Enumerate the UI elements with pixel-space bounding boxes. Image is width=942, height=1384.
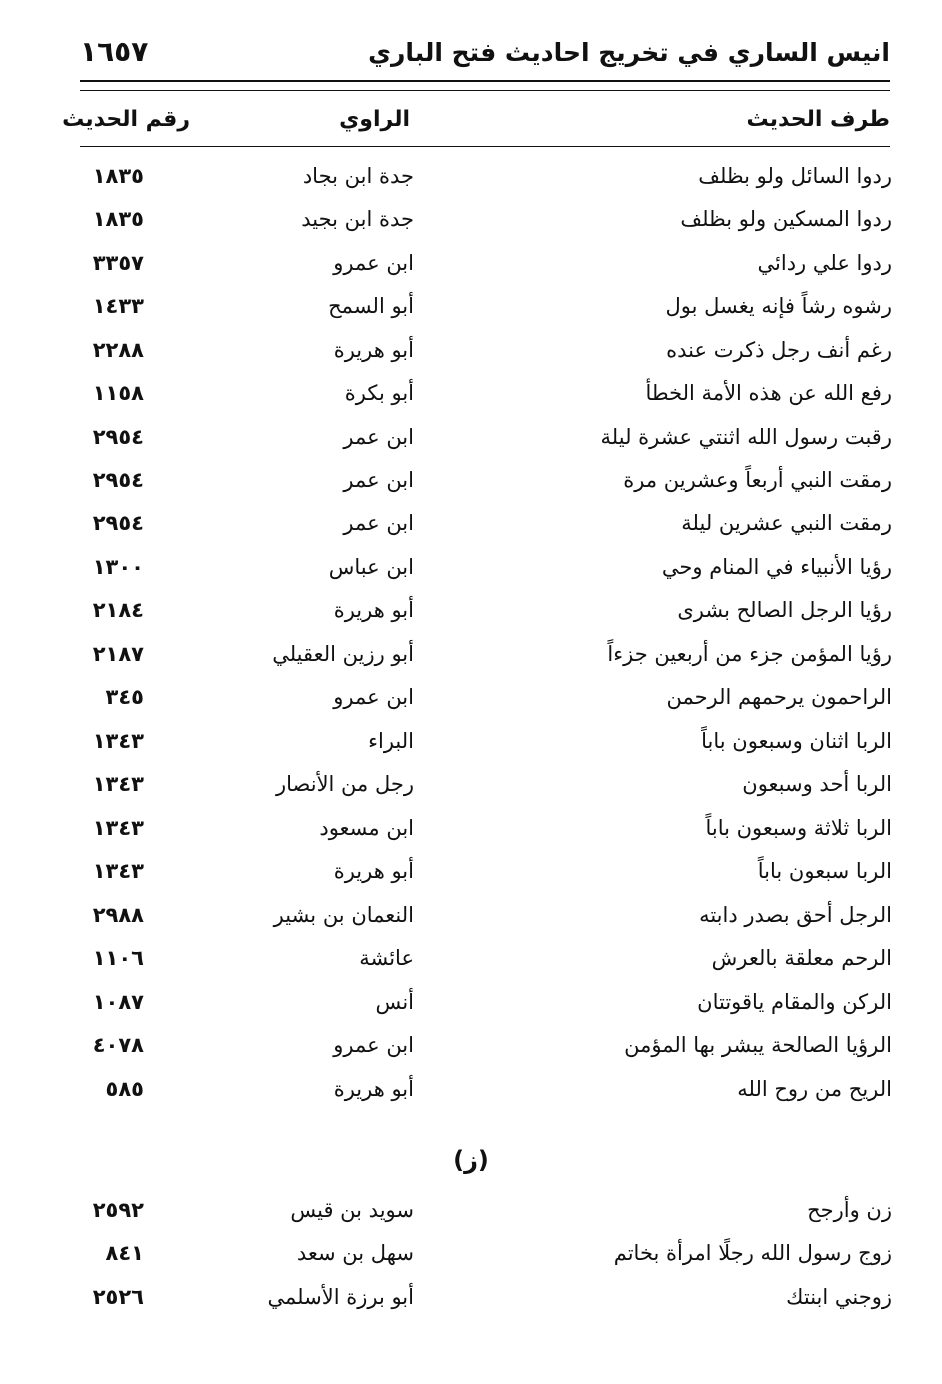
hadith-phrase: رفع الله عن هذه الأمة الخطأ [645, 381, 892, 405]
hadith-phrase: الربا ثلاثة وسبعون باباً [705, 816, 892, 840]
narrator-name: جدة ابن بجاد [302, 164, 414, 188]
hadith-phrase: ردوا المسكين ولو بظلف [680, 207, 892, 231]
running-header [80, 34, 890, 78]
hadith-phrase: الربا سبعون باباً [757, 859, 892, 883]
narrator-name: ابن عباس [328, 555, 414, 579]
narrator-name: أبو هريرة [333, 859, 414, 883]
index-row [0, 286, 942, 326]
hadith-number: ١٣٤٣ [92, 859, 144, 883]
hadith-number: ١٣٤٣ [92, 729, 144, 753]
hadith-number: ١٠٨٧ [92, 990, 144, 1014]
hadith-number: ٥٨٥ [105, 1077, 144, 1101]
index-row [0, 590, 942, 630]
hadith-phrase: رقبت رسول الله اثنتي عشرة ليلة [600, 425, 892, 449]
hadith-number: ٨٤١ [105, 1241, 144, 1265]
index-row [0, 1025, 942, 1065]
hadith-phrase: زوج رسول الله رجلًا امرأة بخاتم [613, 1241, 892, 1265]
hadith-phrase: الربا أحد وسبعون [742, 772, 892, 796]
hadith-number: ١٣٠٠ [92, 555, 144, 579]
narrator-name: أبو بكرة [344, 381, 414, 405]
index-row [0, 503, 942, 543]
index-row [0, 417, 942, 457]
hadith-phrase: الراحمون يرحمهم الرحمن [666, 685, 892, 709]
hadith-phrase: رمقت النبي عشرين ليلة [681, 511, 892, 535]
index-row [0, 938, 942, 978]
hadith-number: ١٣٤٣ [92, 772, 144, 796]
hadith-number: ١١٠٦ [92, 946, 144, 970]
index-row [0, 851, 942, 891]
column-header-number: رقم الحديث [62, 107, 190, 132]
narrator-name: أنس [375, 990, 414, 1014]
hadith-number: ١٣٤٣ [92, 816, 144, 840]
hadith-number: ٢٥٩٢ [92, 1198, 144, 1222]
hadith-number: ٢٢٨٨ [92, 338, 144, 362]
header-rule-thick [80, 80, 890, 82]
hadith-phrase: الرحم معلقة بالعرش [711, 946, 892, 970]
hadith-phrase: الركن والمقام ياقوتتان [697, 990, 892, 1014]
hadith-phrase: الريح من روح الله [737, 1077, 892, 1101]
hadith-phrase: رؤيا الرجل الصالح بشرى [677, 598, 892, 622]
book-title: انيس الساري في تخريج احاديث فتح الباري [368, 38, 890, 67]
hadith-number: ٢١٨٤ [92, 598, 144, 622]
hadith-phrase: ردوا السائل ولو بظلف [698, 164, 892, 188]
hadith-phrase: زن وأرجح [807, 1198, 892, 1222]
hadith-number: ٢٩٥٤ [92, 511, 144, 535]
hadith-phrase: رمقت النبي أربعاً وعشرين مرة [623, 468, 892, 492]
index-row [0, 1190, 942, 1230]
hadith-number: ٣٤٥ [105, 685, 144, 709]
hadith-phrase: رؤيا الأنبياء في المنام وحي [661, 555, 892, 579]
narrator-name: جدة ابن بجيد [301, 207, 414, 231]
hadith-phrase: الرؤيا الصالحة يبشر بها المؤمن [624, 1033, 892, 1057]
header-rule-thin [80, 90, 890, 91]
narrator-name: أبو هريرة [333, 338, 414, 362]
hadith-phrase: رشوه رشاً فإنه يغسل بول [665, 294, 892, 318]
hadith-number: ١٤٣٣ [92, 294, 144, 318]
index-row [0, 677, 942, 717]
column-header-hadith: طرف الحديث [746, 107, 890, 132]
hadith-number: ٢٩٥٤ [92, 468, 144, 492]
narrator-name: البراء [368, 729, 414, 753]
index-row [0, 1069, 942, 1109]
hadith-number: ١١٥٨ [92, 381, 144, 405]
hadith-phrase: الرجل أحق بصدر دابته [699, 903, 892, 927]
narrator-name: أبو برزة الأسلمي [267, 1285, 414, 1309]
index-row [0, 721, 942, 761]
column-header-narrator: الراوي [339, 107, 410, 132]
narrator-name: ابن عمر [343, 468, 414, 492]
narrator-name: أبو السمح [328, 294, 414, 318]
narrator-name: سهل بن سعد [296, 1241, 414, 1265]
index-row [0, 373, 942, 413]
index-row [0, 547, 942, 587]
hadith-number: ٢٩٨٨ [92, 903, 144, 927]
hadith-phrase: رغم أنف رجل ذكرت عنده [666, 338, 892, 362]
index-row [0, 634, 942, 674]
narrator-name: أبو هريرة [333, 598, 414, 622]
column-header-rule [80, 146, 890, 147]
narrator-name: أبو هريرة [333, 1077, 414, 1101]
page-number: ١٦٥٧ [80, 35, 149, 68]
hadith-phrase: ردوا علي ردائي [757, 251, 892, 275]
hadith-number: ١٨٣٥ [92, 164, 144, 188]
narrator-name: ابن عمرو [333, 685, 414, 709]
index-row [0, 1233, 942, 1273]
index-row [0, 243, 942, 283]
index-row [0, 330, 942, 370]
hadith-number: ١٨٣٥ [92, 207, 144, 231]
narrator-name: ابن مسعود [319, 816, 414, 840]
index-row [0, 199, 942, 239]
index-row [0, 808, 942, 848]
narrator-name: ابن عمر [343, 511, 414, 535]
hadith-phrase: رؤيا المؤمن جزء من أربعين جزءاً [607, 642, 892, 666]
narrator-name: عائشة [359, 946, 414, 970]
hadith-number: ٤٠٧٨ [92, 1033, 144, 1057]
narrator-name: أبو رزين العقيلي [272, 642, 414, 666]
section-heading: (ز) [453, 1146, 489, 1174]
hadith-number: ٣٣٥٧ [92, 251, 144, 275]
narrator-name: النعمان بن بشير [273, 903, 414, 927]
index-row [0, 982, 942, 1022]
narrator-name: ابن عمر [343, 425, 414, 449]
hadith-number: ٢١٨٧ [92, 642, 144, 666]
index-row [0, 156, 942, 196]
column-headers [0, 100, 942, 140]
narrator-name: ابن عمرو [333, 251, 414, 275]
index-row [0, 1277, 942, 1317]
narrator-name: سويد بن قيس [290, 1198, 414, 1222]
hadith-phrase: الربا اثنان وسبعون باباً [701, 729, 892, 753]
narrator-name: رجل من الأنصار [275, 772, 414, 796]
hadith-number: ٢٩٥٤ [92, 425, 144, 449]
index-row [0, 764, 942, 804]
index-row [0, 895, 942, 935]
index-row [0, 460, 942, 500]
hadith-number: ٢٥٢٦ [92, 1285, 144, 1309]
narrator-name: ابن عمرو [333, 1033, 414, 1057]
hadith-phrase: زوجني ابنتك [786, 1285, 892, 1309]
